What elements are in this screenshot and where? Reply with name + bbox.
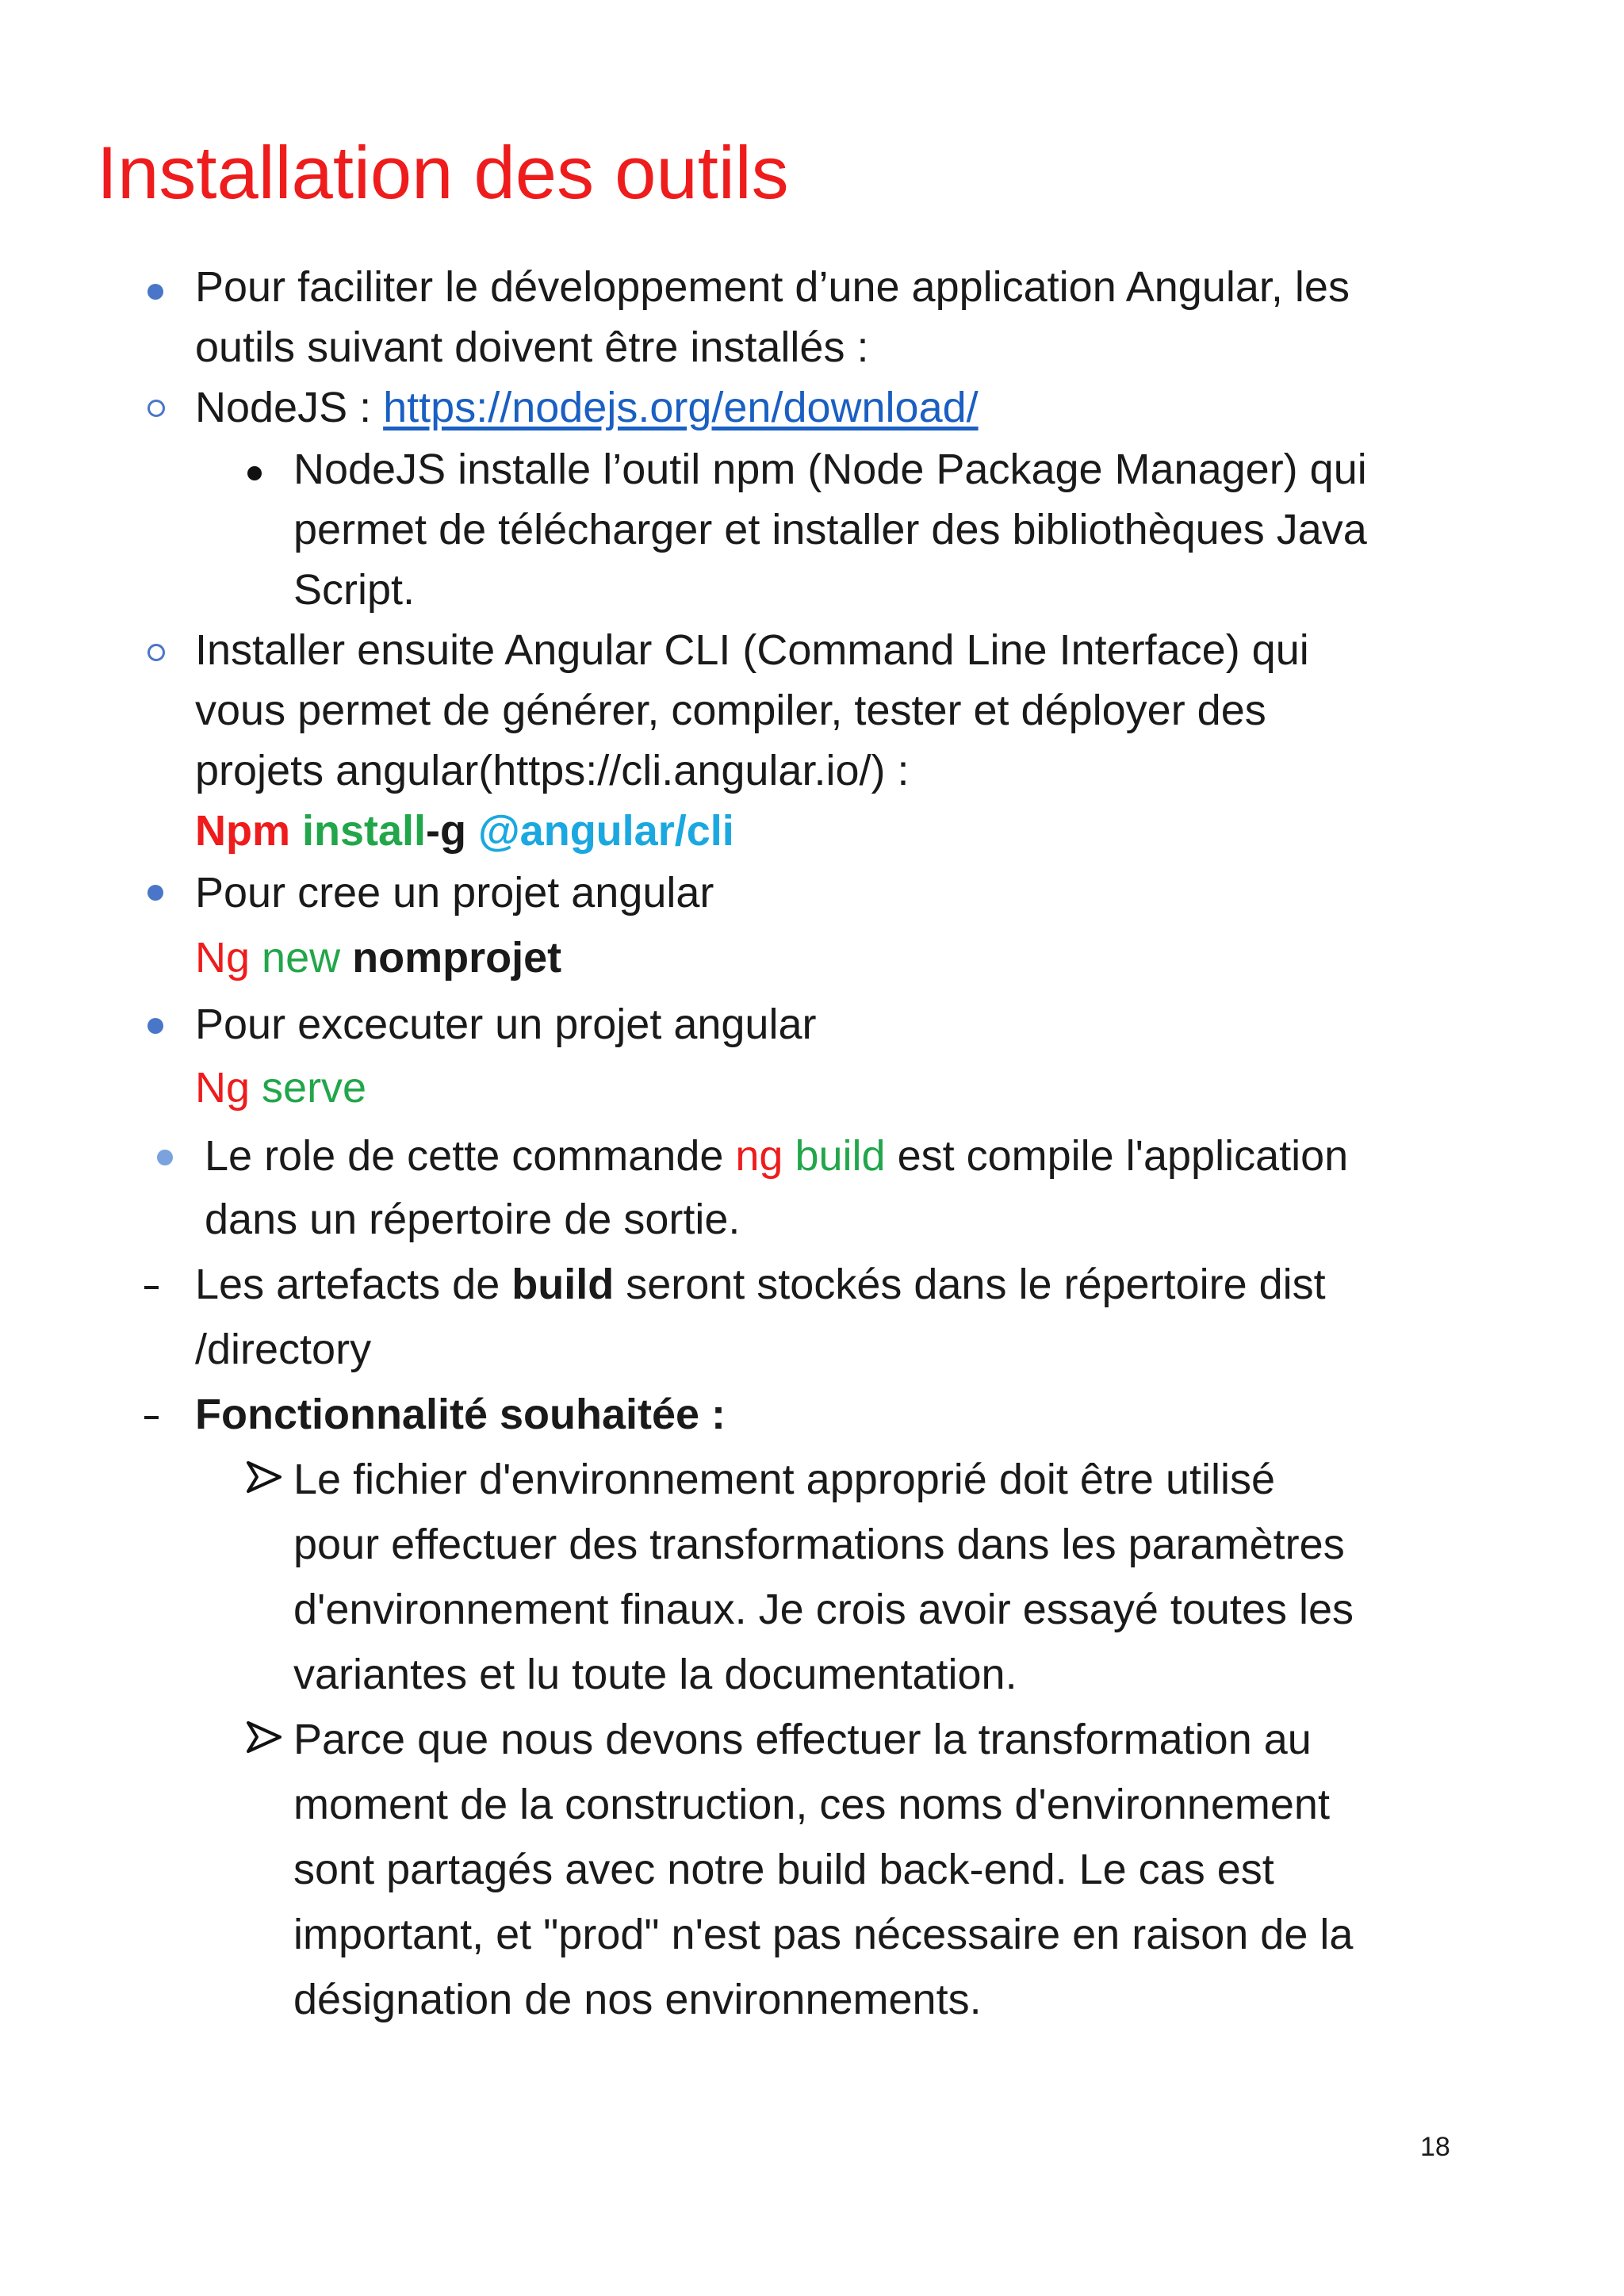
- bullet-ring: [147, 644, 165, 661]
- bullet-black: [247, 466, 262, 480]
- feature-1-line-3: d'environnement finaux. Je crois avoir essayé toutes les: [293, 1586, 1354, 1633]
- feature-1-line-1: Le fichier d'environnement approprié doit être utilisé: [293, 1456, 1276, 1503]
- bullet-dot: [157, 1150, 173, 1165]
- cmd-flag: -g: [426, 807, 467, 855]
- build-line-2: dans un répertoire de sortie.: [205, 1196, 741, 1243]
- cmd-new: new: [250, 934, 341, 982]
- feature-2-line-1: Parce que nous devons effectuer la transformation au: [293, 1716, 1312, 1763]
- cmd-package: @angular/cli: [466, 807, 734, 855]
- cmd-build: build: [783, 1132, 886, 1180]
- nodejs-label: NodeJS :: [195, 384, 384, 431]
- feature-2-line-2: moment de la construction, ces noms d'environnement: [293, 1781, 1330, 1828]
- nodejs-sub-line-1: NodeJS installe l’outil npm (Node Package Manager) qui: [293, 446, 1367, 493]
- create-text: Pour cree un projet angular: [195, 869, 714, 916]
- build-text-after: est compile l'application: [885, 1132, 1349, 1180]
- arrow-bullet-icon: [246, 1460, 282, 1494]
- nodejs-line: [195, 379, 979, 436]
- artefacts-text-after: seront stockés dans le répertoire dist: [614, 1261, 1326, 1308]
- bullet-dash: [144, 1286, 159, 1289]
- bullet-dot: [147, 1018, 163, 1034]
- execute-text: Pour excecuter un projet angular: [195, 1001, 817, 1048]
- bullet-dash: [144, 1416, 159, 1419]
- cmd-project-name: nomprojet: [340, 934, 562, 982]
- cmd-serve: serve: [250, 1064, 367, 1112]
- create-command: [195, 929, 561, 986]
- intro-line-2: outils suivant doivent être installés :: [195, 323, 869, 371]
- cmd-ng: ng: [735, 1132, 783, 1180]
- bullet-dot: [147, 284, 163, 300]
- nodejs-link[interactable]: https://nodejs.org/en/download/: [383, 384, 979, 431]
- cmd-ng: Ng: [195, 934, 251, 982]
- cmd-install: install: [290, 807, 427, 855]
- cmd-npm: Npm: [195, 807, 290, 855]
- artefacts-bold: build: [511, 1261, 615, 1308]
- arrow-bullet-icon: [246, 1720, 282, 1754]
- cli-line-3: projets angular(https://cli.angular.io/) :: [195, 747, 910, 794]
- feature-2-line-4: important, et "prod" n'est pas nécessaire en raison de la: [293, 1911, 1354, 1958]
- build-text: Le role de cette commande: [205, 1132, 736, 1180]
- bullet-dot: [147, 885, 163, 901]
- features-heading: Fonctionnalité souhaitée :: [195, 1391, 726, 1438]
- artefacts-line-1: [195, 1256, 1326, 1313]
- intro-line-1: Pour faciliter le développement d’une application Angular, les: [195, 263, 1350, 311]
- nodejs-sub-line-2: permet de télécharger et installer des bibliothèques Java: [293, 506, 1367, 553]
- bullet-ring: [147, 400, 165, 417]
- artefacts-text: Les artefacts de: [195, 1261, 512, 1308]
- feature-2-line-5: désignation de nos environnements.: [293, 1976, 982, 2023]
- nodejs-sub-line-3: Script.: [293, 566, 416, 614]
- feature-1-line-4: variantes et lu toute la documentation.: [293, 1651, 1017, 1698]
- cmd-ng: Ng: [195, 1064, 251, 1112]
- feature-1-line-2: pour effectuer des transformations dans les paramètres: [293, 1521, 1345, 1568]
- feature-2-line-3: sont partagés avec notre build back-end. Le cas est: [293, 1846, 1274, 1893]
- page-number: 18: [1420, 2132, 1450, 2162]
- cli-command: [195, 802, 734, 859]
- page-title: Installation des outils: [97, 131, 789, 214]
- artefacts-line-2: /directory: [195, 1326, 372, 1373]
- execute-command: [195, 1059, 366, 1116]
- cli-line-1: Installer ensuite Angular CLI (Command Line Interface) qui: [195, 626, 1309, 674]
- build-line-1: [205, 1127, 1348, 1184]
- cli-line-2: vous permet de générer, compiler, tester et déployer des: [195, 687, 1266, 734]
